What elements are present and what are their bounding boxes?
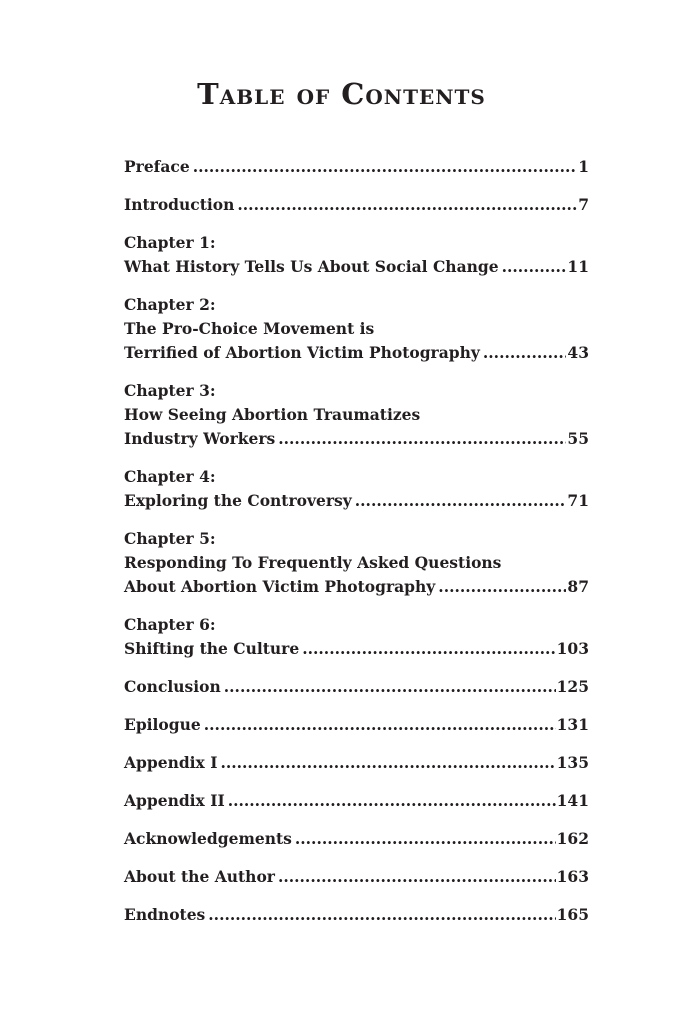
toc-page-number: 162	[556, 829, 589, 848]
toc-entry-title-line	[124, 427, 589, 451]
toc-page-number: 125	[556, 677, 589, 696]
toc-entry	[124, 865, 589, 889]
toc-page-number: 131	[556, 715, 589, 734]
toc-entry	[124, 713, 589, 737]
toc-entry	[124, 903, 589, 927]
toc-page-number: 135	[556, 753, 589, 772]
toc-entry-heading-line	[124, 231, 589, 255]
toc-entry-label: Industry Workers	[124, 429, 276, 448]
toc-entry-label: Chapter 1:	[124, 233, 216, 252]
toc-entry	[124, 613, 589, 661]
toc-page-number: 71	[567, 491, 589, 510]
toc-page-number: 11	[567, 257, 589, 276]
toc-entry-title-line	[124, 789, 589, 813]
toc-entry-heading-line	[124, 613, 589, 637]
toc-entry-label: About the Author	[124, 867, 275, 886]
dot-leader	[438, 575, 566, 599]
toc-entry	[124, 155, 589, 179]
toc-entry-title-line	[124, 155, 589, 179]
toc-page-number: 55	[567, 429, 589, 448]
toc-entry-label: Chapter 5:	[124, 529, 216, 548]
toc-entry-heading-line	[124, 465, 589, 489]
toc-page-number: 1	[578, 157, 589, 176]
dot-leader	[204, 713, 556, 737]
toc-entry-label: Chapter 2:	[124, 295, 216, 314]
dot-leader	[193, 155, 578, 179]
toc-entry-label: How Seeing Abortion Traumatizes	[124, 405, 421, 424]
toc-entry-title-line	[124, 575, 589, 599]
table-of-contents	[124, 155, 589, 941]
toc-entry-label: Endnotes	[124, 905, 206, 924]
toc-entry-label: What History Tells Us About Social Change	[124, 257, 499, 276]
toc-entry-label: Terrified of Abortion Victim Photography	[124, 343, 480, 362]
toc-page-number: 7	[578, 195, 589, 214]
toc-entry-label: Chapter 4:	[124, 467, 216, 486]
toc-page-number: 87	[567, 577, 589, 596]
dot-leader	[208, 903, 555, 927]
toc-entry	[124, 465, 589, 513]
toc-entry-title-line	[124, 489, 589, 513]
toc-entry-label: Chapter 6:	[124, 615, 216, 634]
dot-leader	[355, 489, 567, 513]
toc-entry-label: Responding To Frequently Asked Questions	[124, 553, 502, 572]
toc-entry-title-line	[124, 751, 589, 775]
toc-entry-label: Acknowledgements	[124, 829, 292, 848]
toc-entry	[124, 827, 589, 851]
toc-entry-label: The Pro-Choice Movement is	[124, 319, 375, 338]
toc-entry	[124, 527, 589, 599]
toc-entry-label: Chapter 3:	[124, 381, 216, 400]
toc-entry-heading-line	[124, 317, 589, 341]
toc-entry-label: About Abortion Victim Photography	[124, 577, 436, 596]
dot-leader	[295, 827, 556, 851]
toc-entry	[124, 789, 589, 813]
toc-entry	[124, 231, 589, 279]
toc-entry-heading-line	[124, 551, 589, 575]
toc-entry-heading-line	[124, 293, 589, 317]
toc-entry-title-line	[124, 713, 589, 737]
toc-page-number: 163	[556, 867, 589, 886]
toc-entry-heading-line	[124, 403, 589, 427]
dot-leader	[278, 427, 566, 451]
toc-entry-title-line	[124, 675, 589, 699]
toc-entry-title-line	[124, 193, 589, 217]
page-title: Table of Contents	[197, 77, 486, 111]
toc-entry-label: Epilogue	[124, 715, 201, 734]
toc-entry-heading-line	[124, 379, 589, 403]
toc-entry-title-line	[124, 827, 589, 851]
toc-entry	[124, 293, 589, 365]
dot-leader	[502, 255, 567, 279]
toc-entry-label: Shifting the Culture	[124, 639, 300, 658]
dot-leader	[483, 341, 567, 365]
toc-entry	[124, 379, 589, 451]
toc-entry-title-line	[124, 865, 589, 889]
toc-entry-label: Exploring the Controversy	[124, 491, 352, 510]
toc-entry	[124, 193, 589, 217]
toc-page-number: 165	[556, 905, 589, 924]
dot-leader	[220, 751, 555, 775]
toc-entry	[124, 751, 589, 775]
toc-entry-label: Appendix II	[124, 791, 225, 810]
toc-page-number: 103	[556, 639, 589, 658]
dot-leader	[228, 789, 556, 813]
toc-page-number: 43	[567, 343, 589, 362]
toc-entry-title-line	[124, 341, 589, 365]
toc-entry-label: Preface	[124, 157, 190, 176]
toc-page-number: 141	[556, 791, 589, 810]
dot-leader	[237, 193, 577, 217]
toc-entry-label: Conclusion	[124, 677, 221, 696]
toc-entry-label: Introduction	[124, 195, 235, 214]
dot-leader	[224, 675, 556, 699]
toc-entry	[124, 675, 589, 699]
dot-leader	[278, 865, 556, 889]
toc-entry-title-line	[124, 637, 589, 661]
toc-entry-label: Appendix I	[124, 753, 218, 772]
toc-entry-heading-line	[124, 527, 589, 551]
dot-leader	[302, 637, 555, 661]
toc-entry-title-line	[124, 255, 589, 279]
toc-entry-title-line	[124, 903, 589, 927]
